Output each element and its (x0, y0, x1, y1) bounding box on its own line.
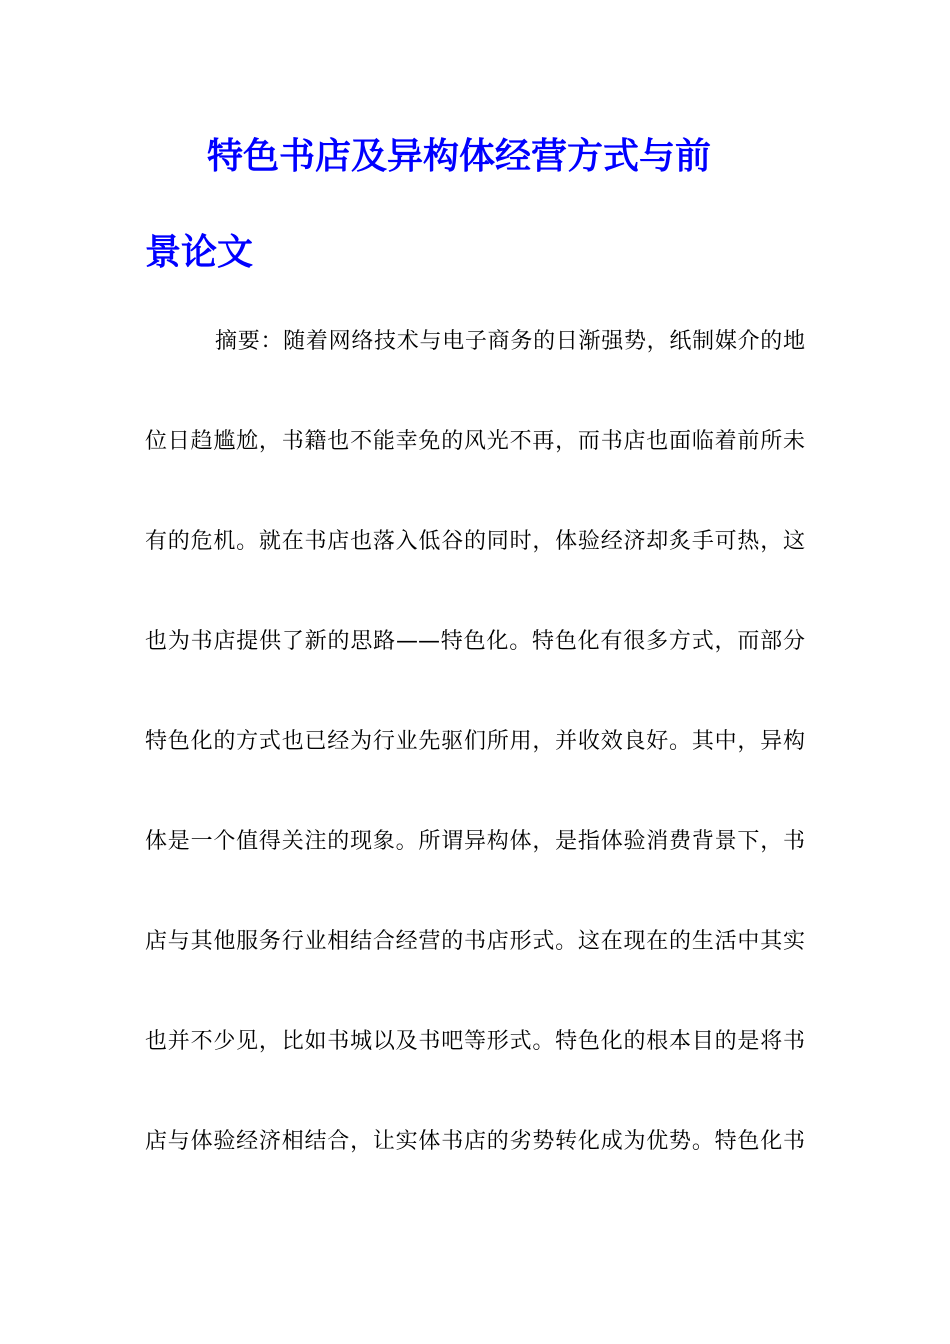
document-title-line-2: 景论文 (145, 231, 254, 273)
body-line-1: 摘要：随着网络技术与电子商务的日渐强势，纸制媒介的地 (215, 329, 805, 354)
body-line-6: 体是一个值得关注的现象。所谓异构体，是指体验消费背景下，书 (145, 829, 805, 854)
document-title-line-1: 特色书店及异构体经营方式与前 (207, 135, 712, 177)
body-line-7: 店与其他服务行业相结合经营的书店形式。这在现在的生活中其实 (145, 929, 805, 954)
body-line-4: 也为书店提供了新的思路——特色化。特色化有很多方式，而部分 (145, 629, 805, 654)
body-line-3: 有的危机。就在书店也落入低谷的同时，体验经济却炙手可热，这 (145, 529, 805, 554)
body-line-9: 店与体验经济相结合，让实体书店的劣势转化成为优势。特色化书 (145, 1129, 805, 1154)
body-line-5: 特色化的方式也已经为行业先驱们所用，并收效良好。其中，异构 (145, 729, 805, 754)
body-line-8: 也并不少见，比如书城以及书吧等形式。特色化的根本目的是将书 (145, 1029, 805, 1054)
body-line-2: 位日趋尴尬，书籍也不能幸免的风光不再，而书店也面临着前所未 (145, 429, 805, 454)
